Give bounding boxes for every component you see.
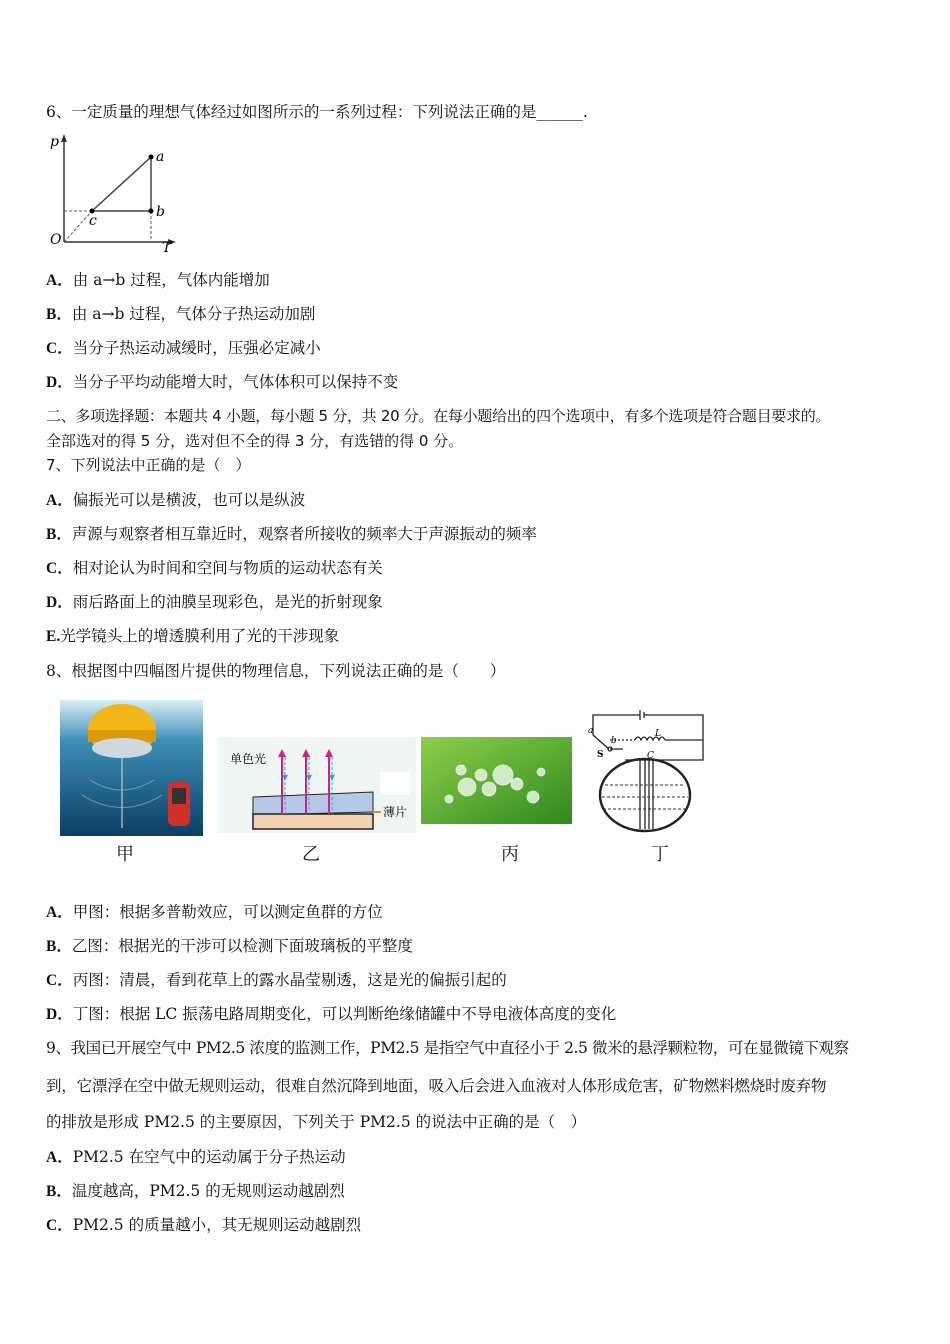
origin-O: O [50, 232, 62, 248]
label-S: S [597, 750, 604, 760]
q7-option-a: A．偏振光可以是横波，也可以是纵波 [46, 491, 306, 509]
q8-option-b: B．乙图：根据光的干涉可以检测下面玻璃板的平整度 [46, 937, 413, 955]
q6-pt-graph [44, 132, 184, 254]
axis-T: T [162, 240, 172, 254]
q6-option-b: B．由 a→b 过程，气体分子热运动加剧 [46, 305, 316, 323]
q8-option-d: D．丁图：根据 LC 振荡电路周期变化，可以判断绝缘储罐中不导电液体高度的变化 [46, 1005, 617, 1023]
q7-option-e: E.光学镜头上的增透膜利用了光的干涉现象 [46, 627, 340, 645]
label-C: C [647, 751, 654, 761]
section2-line2: 全部选对的得 5 分，选对但不全的得 3 分，有选错的得 0 分。 [46, 432, 464, 450]
q8-stem: 8、根据图中四幅图片提供的物理信息，下列说法正确的是（ ） [46, 662, 506, 680]
q6-stem: 6、一定质量的理想气体经过如图所示的一系列过程：下列说法正确的是______. [46, 103, 588, 121]
label-a: a [588, 726, 594, 736]
q6-option-c: C．当分子热运动减缓时，压强必定减小 [46, 339, 321, 357]
q9-stem-line2: 到，它漂浮在空中做无规则运动，很难自然沉降到地面，吸入后会进入血液对人体形成危害，矿物燃料燃烧时废弃物 [46, 1077, 827, 1095]
q8-option-a: A．甲图：根据多普勒效应，可以测定鱼群的方位 [46, 903, 383, 921]
point-a: a [156, 149, 165, 165]
q7-option-b: B．声源与观察者相互靠近时，观察者所接收的频率大于声源振动的频率 [46, 525, 537, 543]
point-b: b [156, 204, 165, 220]
q7-stem: 7、下列说法中正确的是（ ） [46, 456, 251, 474]
q9-stem-line3: 的排放是形成 PM2.5 的主要原因，下列关于 PM2.5 的说法中正确的是（ ） [46, 1113, 587, 1131]
figure-jia-fish-finder [60, 700, 203, 836]
q7-option-d: D．雨后路面上的油膜呈现彩色，是光的折射现象 [46, 593, 383, 611]
point-c: c [89, 213, 97, 229]
label-thin-sheet: 薄片 [383, 805, 408, 819]
caption-ding: 丁 [651, 844, 669, 865]
q7-option-c: C．相对论认为时间和空间与物质的运动状态有关 [46, 559, 383, 577]
q6-option-a: A．由 a→b 过程，气体内能增加 [46, 271, 270, 289]
q9-option-b: B．温度越高，PM2.5 的无规则运动越剧烈 [46, 1182, 345, 1200]
axis-p: p [50, 134, 59, 150]
q8-option-c: C．丙图：清晨，看到花草上的露水晶莹剔透，这是光的偏振引起的 [46, 971, 507, 989]
q9-option-a: A．PM2.5 在空气中的运动属于分子热运动 [46, 1148, 346, 1166]
figure-ding-lc-circuit [585, 705, 710, 835]
label-b: b [611, 736, 617, 746]
q6-option-d: D．当分子平均动能增大时，气体体积可以保持不变 [46, 373, 399, 391]
label-L: L [655, 729, 661, 739]
label-monochromatic-light: 单色光 [230, 752, 267, 766]
figure-yi-interference [218, 737, 416, 833]
caption-yi: 乙 [302, 844, 320, 865]
caption-jia: 甲 [116, 844, 134, 865]
q9-option-c: C．PM2.5 的质量越小，其无规则运动越剧烈 [46, 1216, 362, 1234]
caption-bing: 丙 [501, 844, 519, 865]
section2-line1: 二、多项选择题：本题共 4 小题，每小题 5 分，共 20 分。在每小题给出的四个选项中，有多个选项是符合题目要求的。 [46, 407, 831, 425]
q9-stem-line1: 9、我国已开展空气中 PM2.5 浓度的监测工作，PM2.5 是指空气中直径小于 2.5 微米的悬浮颗粒物，可在显微镜下观察 [46, 1039, 849, 1057]
figure-bing-dewdrops [421, 737, 572, 824]
